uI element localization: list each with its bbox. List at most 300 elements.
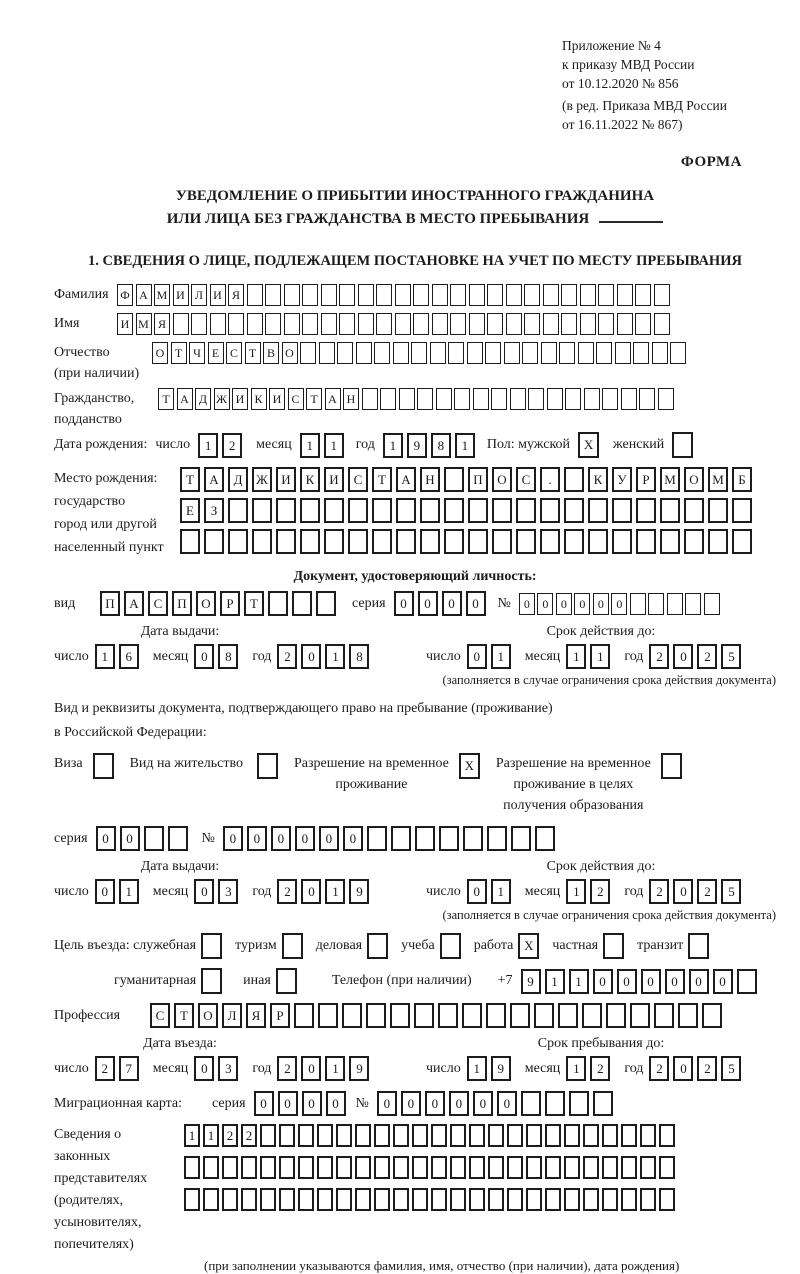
char-cell[interactable] [298, 1124, 314, 1147]
char-cell[interactable] [545, 1188, 561, 1211]
char-cell[interactable] [321, 284, 337, 306]
char-cell[interactable] [602, 388, 618, 410]
char-cell[interactable] [564, 1124, 580, 1147]
patronymic-cells[interactable] [152, 342, 689, 364]
char-cell[interactable] [685, 593, 701, 615]
char-cell[interactable] [298, 1188, 314, 1211]
char-cell[interactable] [204, 529, 224, 554]
char-cell[interactable] [454, 388, 470, 410]
char-cell[interactable] [362, 388, 378, 410]
char-cell[interactable]: Т [180, 467, 200, 492]
residence-series-cells[interactable] [96, 826, 192, 851]
char-cell[interactable] [463, 826, 483, 851]
char-cell[interactable]: 0 [194, 1056, 214, 1081]
char-cell[interactable]: Ж [214, 388, 230, 410]
char-cell[interactable]: 9 [521, 969, 541, 994]
char-cell[interactable] [636, 529, 656, 554]
char-cell[interactable]: И [210, 284, 226, 306]
char-cell[interactable]: 7 [119, 1056, 139, 1081]
char-cell[interactable] [420, 498, 440, 523]
char-cell[interactable]: 1 [95, 644, 115, 669]
char-cell[interactable]: 0 [343, 826, 363, 851]
char-cell[interactable] [358, 284, 374, 306]
char-cell[interactable]: 1 [566, 879, 586, 904]
char-cell[interactable] [492, 529, 512, 554]
char-cell[interactable]: 0 [673, 644, 693, 669]
char-cell[interactable] [582, 1003, 602, 1028]
char-cell[interactable]: Р [270, 1003, 290, 1028]
char-cell[interactable] [658, 388, 674, 410]
char-cell[interactable]: 9 [349, 1056, 369, 1081]
char-cell[interactable] [507, 1156, 523, 1179]
char-cell[interactable]: 0 [641, 969, 661, 994]
char-cell[interactable] [279, 1124, 295, 1147]
char-cell[interactable] [636, 498, 656, 523]
char-cell[interactable]: К [251, 388, 267, 410]
char-cell[interactable] [506, 313, 522, 335]
char-cell[interactable] [564, 1156, 580, 1179]
char-cell[interactable] [367, 826, 387, 851]
char-cell[interactable]: 2 [277, 879, 297, 904]
char-cell[interactable]: 0 [326, 1091, 346, 1116]
char-cell[interactable] [376, 284, 392, 306]
char-cell[interactable]: 0 [673, 1056, 693, 1081]
char-cell[interactable] [450, 313, 466, 335]
char-cell[interactable] [444, 498, 464, 523]
char-cell[interactable]: 1 [325, 1056, 345, 1081]
char-cell[interactable] [524, 313, 540, 335]
char-cell[interactable]: Т [174, 1003, 194, 1028]
char-cell[interactable] [617, 313, 633, 335]
char-cell[interactable] [564, 467, 584, 492]
char-cell[interactable] [210, 313, 226, 335]
char-cell[interactable] [268, 591, 288, 616]
char-cell[interactable]: 2 [241, 1124, 257, 1147]
char-cell[interactable] [506, 284, 522, 306]
char-cell[interactable]: 0 [466, 591, 486, 616]
residence-expiry-year-cells[interactable] [649, 879, 745, 904]
char-cell[interactable] [588, 529, 608, 554]
char-cell[interactable]: 1 [566, 1056, 586, 1081]
char-cell[interactable] [292, 591, 312, 616]
char-cell[interactable] [247, 313, 263, 335]
char-cell[interactable] [342, 1003, 362, 1028]
char-cell[interactable]: 0 [223, 826, 243, 851]
char-cell[interactable]: 1 [184, 1124, 200, 1147]
char-cell[interactable] [510, 1003, 530, 1028]
char-cell[interactable] [374, 342, 390, 364]
char-cell[interactable]: Я [228, 284, 244, 306]
char-cell[interactable] [621, 1188, 637, 1211]
char-cell[interactable]: 2 [697, 644, 717, 669]
char-cell[interactable]: О [198, 1003, 218, 1028]
char-cell[interactable] [704, 593, 720, 615]
char-cell[interactable] [390, 1003, 410, 1028]
char-cell[interactable] [319, 342, 335, 364]
char-cell[interactable] [583, 1124, 599, 1147]
char-cell[interactable]: 9 [349, 879, 369, 904]
char-cell[interactable]: 8 [218, 644, 238, 669]
char-cell[interactable] [222, 1156, 238, 1179]
char-cell[interactable]: 2 [277, 644, 297, 669]
char-cell[interactable]: 2 [649, 879, 669, 904]
char-cell[interactable]: 1 [491, 879, 511, 904]
char-cell[interactable] [737, 969, 757, 994]
char-cell[interactable] [564, 529, 584, 554]
char-cell[interactable] [488, 1188, 504, 1211]
char-cell[interactable]: Б [732, 467, 752, 492]
char-cell[interactable] [486, 1003, 506, 1028]
entry-day-cells[interactable] [95, 1056, 143, 1081]
char-cell[interactable] [374, 1156, 390, 1179]
char-cell[interactable]: Я [154, 313, 170, 335]
char-cell[interactable] [203, 1156, 219, 1179]
char-cell[interactable] [511, 826, 531, 851]
char-cell[interactable] [561, 313, 577, 335]
char-cell[interactable]: 0 [254, 1091, 274, 1116]
char-cell[interactable]: 0 [301, 879, 321, 904]
char-cell[interactable] [448, 342, 464, 364]
char-cell[interactable]: С [226, 342, 242, 364]
char-cell[interactable] [507, 1124, 523, 1147]
migration-number-cells[interactable] [377, 1091, 617, 1116]
char-cell[interactable]: О [196, 591, 216, 616]
char-cell[interactable]: 0 [278, 1091, 298, 1116]
char-cell[interactable] [450, 1124, 466, 1147]
char-cell[interactable] [432, 313, 448, 335]
stay-month-cells[interactable] [566, 1056, 614, 1081]
char-cell[interactable]: 1 [467, 1056, 487, 1081]
char-cell[interactable] [355, 1156, 371, 1179]
char-cell[interactable] [300, 498, 320, 523]
char-cell[interactable] [393, 1156, 409, 1179]
char-cell[interactable] [640, 1124, 656, 1147]
char-cell[interactable]: 0 [302, 1091, 322, 1116]
expiry-month-cells[interactable] [566, 644, 614, 669]
char-cell[interactable] [660, 498, 680, 523]
char-cell[interactable]: 0 [247, 826, 267, 851]
char-cell[interactable]: 1 [198, 433, 218, 458]
char-cell[interactable]: 0 [665, 969, 685, 994]
char-cell[interactable] [417, 388, 433, 410]
expiry-year-cells[interactable] [649, 644, 745, 669]
char-cell[interactable]: 1 [324, 433, 344, 458]
char-cell[interactable] [395, 313, 411, 335]
char-cell[interactable] [545, 1091, 565, 1116]
char-cell[interactable]: А [136, 284, 152, 306]
char-cell[interactable] [412, 1188, 428, 1211]
char-cell[interactable]: Н [420, 467, 440, 492]
char-cell[interactable] [510, 388, 526, 410]
profession-cells[interactable] [150, 1003, 726, 1028]
char-cell[interactable]: 2 [649, 644, 669, 669]
char-cell[interactable]: 0 [295, 826, 315, 851]
char-cell[interactable] [300, 342, 316, 364]
char-cell[interactable] [526, 1156, 542, 1179]
residence-number-cells[interactable] [223, 826, 559, 851]
birth-month-cells[interactable] [300, 433, 348, 458]
char-cell[interactable] [535, 826, 555, 851]
char-cell[interactable] [578, 342, 594, 364]
char-cell[interactable] [191, 313, 207, 335]
char-cell[interactable]: 2 [95, 1056, 115, 1081]
char-cell[interactable] [366, 1003, 386, 1028]
char-cell[interactable] [413, 313, 429, 335]
char-cell[interactable]: Т [306, 388, 322, 410]
purpose-transit-checkbox[interactable] [688, 933, 709, 959]
char-cell[interactable] [702, 1003, 722, 1028]
char-cell[interactable]: И [173, 284, 189, 306]
char-cell[interactable]: 1 [119, 879, 139, 904]
char-cell[interactable]: 0 [556, 593, 572, 615]
char-cell[interactable]: 0 [394, 591, 414, 616]
title-blank-line[interactable] [599, 211, 663, 223]
char-cell[interactable]: Р [220, 591, 240, 616]
char-cell[interactable]: 1 [491, 644, 511, 669]
char-cell[interactable] [228, 313, 244, 335]
char-cell[interactable]: 0 [319, 826, 339, 851]
char-cell[interactable] [648, 593, 664, 615]
birth-day-cells[interactable] [198, 433, 246, 458]
char-cell[interactable] [203, 1188, 219, 1211]
char-cell[interactable]: К [300, 467, 320, 492]
char-cell[interactable] [504, 342, 520, 364]
char-cell[interactable]: 0 [271, 826, 291, 851]
char-cell[interactable] [444, 529, 464, 554]
purpose-study-checkbox[interactable] [440, 933, 461, 959]
char-cell[interactable]: 9 [491, 1056, 511, 1081]
char-cell[interactable] [396, 498, 416, 523]
char-cell[interactable] [635, 313, 651, 335]
char-cell[interactable]: А [124, 591, 144, 616]
char-cell[interactable] [526, 1188, 542, 1211]
char-cell[interactable] [659, 1188, 675, 1211]
char-cell[interactable] [468, 529, 488, 554]
char-cell[interactable] [358, 313, 374, 335]
char-cell[interactable] [487, 284, 503, 306]
purpose-private-checkbox[interactable] [603, 933, 624, 959]
char-cell[interactable] [543, 313, 559, 335]
char-cell[interactable] [336, 1156, 352, 1179]
char-cell[interactable] [670, 342, 686, 364]
char-cell[interactable] [438, 1003, 458, 1028]
char-cell[interactable]: 1 [545, 969, 565, 994]
given-name-cells[interactable] [117, 313, 672, 335]
char-cell[interactable]: Л [191, 284, 207, 306]
char-cell[interactable]: 0 [95, 879, 115, 904]
char-cell[interactable] [431, 1156, 447, 1179]
purpose-other-checkbox[interactable] [276, 968, 297, 994]
char-cell[interactable]: К [588, 467, 608, 492]
char-cell[interactable]: 0 [574, 593, 590, 615]
char-cell[interactable]: С [148, 591, 168, 616]
char-cell[interactable] [376, 313, 392, 335]
char-cell[interactable]: 0 [673, 879, 693, 904]
char-cell[interactable]: Т [171, 342, 187, 364]
purpose-humanitarian-checkbox[interactable] [201, 968, 222, 994]
visa-checkbox[interactable] [93, 753, 114, 779]
char-cell[interactable] [316, 591, 336, 616]
char-cell[interactable] [615, 342, 631, 364]
char-cell[interactable]: 2 [222, 433, 242, 458]
char-cell[interactable] [630, 1003, 650, 1028]
char-cell[interactable]: 0 [425, 1091, 445, 1116]
char-cell[interactable] [374, 1124, 390, 1147]
char-cell[interactable]: И [324, 467, 344, 492]
char-cell[interactable]: Д [228, 467, 248, 492]
char-cell[interactable] [436, 388, 452, 410]
char-cell[interactable] [395, 284, 411, 306]
char-cell[interactable]: 0 [467, 879, 487, 904]
char-cell[interactable] [732, 498, 752, 523]
char-cell[interactable] [339, 284, 355, 306]
char-cell[interactable] [399, 388, 415, 410]
char-cell[interactable] [260, 1124, 276, 1147]
migration-series-cells[interactable] [254, 1091, 350, 1116]
char-cell[interactable] [564, 498, 584, 523]
char-cell[interactable]: 9 [407, 433, 427, 458]
char-cell[interactable]: 8 [431, 433, 451, 458]
char-cell[interactable]: Д [195, 388, 211, 410]
char-cell[interactable]: 8 [349, 644, 369, 669]
char-cell[interactable] [412, 1124, 428, 1147]
char-cell[interactable] [534, 1003, 554, 1028]
purpose-commercial-checkbox[interactable] [367, 933, 388, 959]
residence-issue-day-cells[interactable] [95, 879, 143, 904]
char-cell[interactable]: 0 [301, 1056, 321, 1081]
char-cell[interactable]: О [152, 342, 168, 364]
char-cell[interactable] [540, 529, 560, 554]
char-cell[interactable]: А [177, 388, 193, 410]
residence-expiry-month-cells[interactable] [566, 879, 614, 904]
char-cell[interactable] [606, 1003, 626, 1028]
char-cell[interactable] [545, 1124, 561, 1147]
char-cell[interactable]: П [468, 467, 488, 492]
char-cell[interactable] [173, 313, 189, 335]
residence-permit-checkbox[interactable] [257, 753, 278, 779]
char-cell[interactable] [640, 1188, 656, 1211]
char-cell[interactable] [412, 1156, 428, 1179]
char-cell[interactable]: 1 [325, 879, 345, 904]
char-cell[interactable] [621, 1156, 637, 1179]
doc-kind-cells[interactable] [100, 591, 340, 616]
temp-residence-education-checkbox[interactable] [661, 753, 682, 779]
char-cell[interactable]: 0 [611, 593, 627, 615]
char-cell[interactable]: 0 [194, 879, 214, 904]
char-cell[interactable]: 1 [300, 433, 320, 458]
char-cell[interactable]: 3 [218, 879, 238, 904]
entry-year-cells[interactable] [277, 1056, 373, 1081]
char-cell[interactable] [302, 284, 318, 306]
char-cell[interactable] [260, 1188, 276, 1211]
char-cell[interactable] [228, 529, 248, 554]
char-cell[interactable]: Я [246, 1003, 266, 1028]
char-cell[interactable] [317, 1156, 333, 1179]
issue-day-cells[interactable] [95, 644, 143, 669]
residence-issue-month-cells[interactable] [194, 879, 242, 904]
char-cell[interactable]: С [150, 1003, 170, 1028]
char-cell[interactable] [260, 1156, 276, 1179]
char-cell[interactable]: 1 [569, 969, 589, 994]
char-cell[interactable]: 2 [590, 1056, 610, 1081]
char-cell[interactable] [355, 1124, 371, 1147]
char-cell[interactable] [300, 529, 320, 554]
char-cell[interactable] [659, 1124, 675, 1147]
issue-year-cells[interactable] [277, 644, 373, 669]
char-cell[interactable]: 1 [383, 433, 403, 458]
representatives-row3-cells[interactable] [184, 1188, 678, 1211]
char-cell[interactable] [265, 313, 281, 335]
char-cell[interactable] [372, 529, 392, 554]
char-cell[interactable]: 5 [721, 644, 741, 669]
char-cell[interactable]: Т [158, 388, 174, 410]
char-cell[interactable]: 2 [222, 1124, 238, 1147]
char-cell[interactable]: 0 [617, 969, 637, 994]
char-cell[interactable] [284, 284, 300, 306]
expiry-day-cells[interactable] [467, 644, 515, 669]
char-cell[interactable] [630, 593, 646, 615]
char-cell[interactable] [596, 342, 612, 364]
char-cell[interactable]: 0 [593, 593, 609, 615]
char-cell[interactable] [564, 1188, 580, 1211]
representatives-row2-cells[interactable] [184, 1156, 678, 1179]
char-cell[interactable] [612, 498, 632, 523]
char-cell[interactable] [168, 826, 188, 851]
char-cell[interactable] [415, 826, 435, 851]
purpose-tourism-checkbox[interactable] [282, 933, 303, 959]
char-cell[interactable] [654, 284, 670, 306]
char-cell[interactable] [561, 284, 577, 306]
char-cell[interactable] [541, 342, 557, 364]
char-cell[interactable] [374, 1188, 390, 1211]
char-cell[interactable] [635, 284, 651, 306]
char-cell[interactable] [580, 313, 596, 335]
char-cell[interactable]: 2 [277, 1056, 297, 1081]
char-cell[interactable] [393, 1188, 409, 1211]
char-cell[interactable] [414, 1003, 434, 1028]
char-cell[interactable]: 2 [697, 1056, 717, 1081]
char-cell[interactable] [487, 313, 503, 335]
char-cell[interactable]: Т [245, 342, 261, 364]
char-cell[interactable] [356, 342, 372, 364]
char-cell[interactable]: А [325, 388, 341, 410]
char-cell[interactable]: Ф [117, 284, 133, 306]
char-cell[interactable] [660, 529, 680, 554]
char-cell[interactable]: Т [244, 591, 264, 616]
char-cell[interactable]: 0 [519, 593, 535, 615]
stay-year-cells[interactable] [649, 1056, 745, 1081]
char-cell[interactable] [180, 529, 200, 554]
char-cell[interactable] [321, 313, 337, 335]
char-cell[interactable]: О [684, 467, 704, 492]
char-cell[interactable] [265, 284, 281, 306]
birth-place-row3-cells[interactable] [180, 529, 756, 554]
char-cell[interactable] [684, 498, 704, 523]
char-cell[interactable] [621, 1124, 637, 1147]
char-cell[interactable] [598, 313, 614, 335]
char-cell[interactable] [432, 284, 448, 306]
char-cell[interactable] [473, 388, 489, 410]
char-cell[interactable] [339, 313, 355, 335]
char-cell[interactable] [547, 388, 563, 410]
char-cell[interactable]: П [172, 591, 192, 616]
char-cell[interactable] [633, 342, 649, 364]
char-cell[interactable]: 1 [566, 644, 586, 669]
char-cell[interactable] [393, 342, 409, 364]
char-cell[interactable] [469, 313, 485, 335]
char-cell[interactable] [708, 498, 728, 523]
char-cell[interactable] [391, 826, 411, 851]
